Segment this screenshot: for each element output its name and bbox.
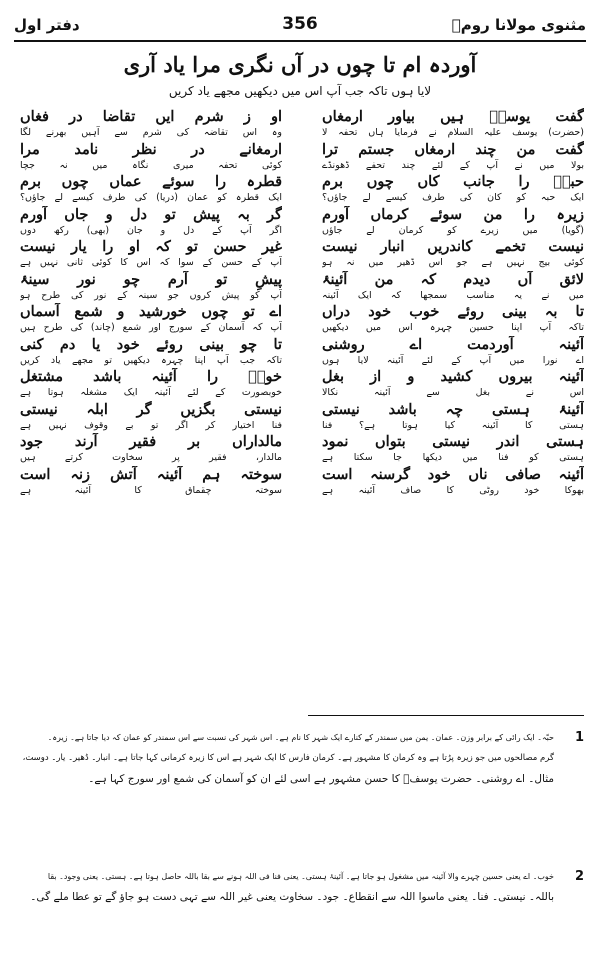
translation-line: خوبصورت کے لئے آئینہ ایک مشغلہ ہوتا ہے — [20, 387, 282, 398]
page-header — [14, 14, 586, 40]
verse-line: نیستی بگزیں گر ابلہ نیستی — [20, 400, 282, 418]
translation-line: اے نورا میں آپ کے لئے آئینہ لایا ہوں — [322, 354, 584, 366]
footnote — [18, 866, 584, 908]
verse-line: لائق آں دیدم کہ من آئینۂ — [322, 270, 584, 288]
couplet-half — [322, 336, 584, 369]
couplet-half — [322, 206, 584, 239]
translation-line: تاکہ آپ اپنا حسین چہرہ اس میں دیکھیں — [322, 322, 584, 333]
verse-line: تا چو بینی روئے خود یا دم کنی — [20, 335, 282, 353]
volume-label: دفتر اول — [14, 16, 80, 34]
footnote-rule — [308, 715, 584, 716]
left-column — [20, 108, 282, 498]
translation-line: کوئی بیج نہیں ہے جو اس ڈھیر میں نہ ہو — [322, 257, 584, 268]
verse-line: مالداراں بر فقیر آرند جود — [20, 433, 282, 450]
translation-line: فنا اختیار کر اگر تو بے وقوف نہیں ہے — [20, 419, 282, 431]
couplet-half — [20, 466, 282, 499]
footnote — [18, 727, 584, 790]
translation-line: آپ کہ آسمان کے سورج اور شمع (چاند) کی طرح ہیں — [20, 322, 282, 333]
verse-line: حبہؑ را جانب کاں چوں برم — [322, 173, 584, 190]
verse-line: سوختہ ہم آئینہ آتش زنہ است — [20, 465, 282, 483]
translation-line: کوئی تحفہ میری نگاہ میں نہ جچا — [20, 159, 282, 171]
couplet-half — [20, 336, 282, 369]
couplet-half — [322, 466, 584, 499]
verse-line: نیست تخمے کاندریں انبار نیست — [322, 238, 584, 255]
footnote-line: مثال۔ اے روشنی۔ حضرت یوسفؑ کا حسن مشہور ہے اسی لئے ان کو آسمان کی شمع اور سورج کہا ہے۔ — [88, 773, 554, 785]
footnote-text — [18, 866, 554, 908]
translation-line: (حضرت) یوسف علیہ السلام نے فرمایا ہاں تحفہ لا — [322, 127, 584, 138]
couplet-half — [20, 303, 282, 336]
couplet-half — [20, 271, 282, 304]
couplet-half — [20, 206, 282, 239]
couplet-half — [20, 401, 282, 434]
couplet-half — [322, 368, 584, 401]
couplet-half — [322, 238, 584, 271]
couplet-half — [20, 368, 282, 401]
translation-line: ہستی کا آئینہ کیا ہوتا ہے؟ فنا — [322, 419, 584, 431]
footnote-number: 1 — [574, 730, 584, 745]
translation-line: تاکہ جب آپ اپنا چہرہ دیکھیں تو مجھے یاد کریں — [20, 354, 282, 366]
couplet-half — [322, 271, 584, 304]
footnote-line: باللہ۔ نیستی۔ فنا۔ یعنی ماسوا اللہ سے انقطاع۔ جود۔ سخاوت یعنی غیر اللہ سے تہی دست ہو جاؤ گے تو عطا ملے گی۔ — [30, 891, 554, 903]
couplet-half — [322, 401, 584, 434]
couplet-half — [322, 108, 584, 141]
couplet-half — [322, 173, 584, 206]
verse-line: زیرہ را من سوئے کرماں آورم — [322, 205, 584, 223]
footnote-line: خوب۔ اے یعنی حسین چہرے والا آئینہ میں مشغول ہو جاتا ہے۔ آئینۂ ہستی۔ یعنی فنا فی اللہ ہونے سے بقا باللہ حاصل ہوتا ہے۔ ہستی۔ یعنی وجود۔ بقا — [47, 872, 554, 881]
section-heading: آوردہ ام تا چوں در آں نگری مرا یاد آری — [123, 52, 477, 77]
translation-line: وہ اس تقاضہ کی شرم سے آہیں بھرنے لگا — [20, 127, 282, 138]
verse-line: خوبؑ را آئینہ باشد مشتغل — [20, 368, 282, 385]
book-title: مثنوی مولانا رومؒ — [451, 16, 586, 34]
verse-line: آئینہ آوردمت اے روشنی — [322, 335, 584, 353]
couplet-half — [20, 238, 282, 271]
verse-line: قطرہ را سوئے عماں چوں برم — [20, 173, 282, 190]
verse-line: گر بہ پیش تو دل و جاں آورم — [20, 205, 282, 223]
translation-line: ایک حبہ کو کان کی طرف کیسے لے جاؤں؟ — [322, 192, 584, 203]
translation-line: آپ کے حسن کے سوا کہ اس کا کوئی ثانی نہیں ہے — [20, 257, 282, 268]
verse-line: غیر حسن تو کہ او را یار نیست — [20, 238, 282, 255]
verse-line: آئینہ صافی ناں خود گرسنہ است — [322, 465, 584, 483]
footnote-number: 2 — [574, 869, 584, 884]
verse-line: تا بہ بینی روئے خوب خود دراں — [322, 303, 584, 320]
verse-line: گفت یوسفؑ ہیں بیاور ارمغاں — [322, 108, 584, 125]
translation-line: بھوکا خود روٹی کا صاف آئینہ ہے — [322, 484, 584, 496]
verse-line: او ز شرم ایں تقاضا در فغاں — [20, 108, 282, 125]
translation-line: (گویا) میں زیرے کو کرمان لے جاؤں — [322, 224, 584, 236]
couplet-half — [20, 173, 282, 206]
couplet-half — [20, 108, 282, 141]
couplet-half — [322, 303, 584, 336]
verse-line: ہستی اندر نیستی بتواں نمود — [322, 433, 584, 450]
page-number: 356 — [282, 14, 318, 34]
footnote-text — [18, 727, 554, 790]
footnote-line: حبّہ۔ ایک رائی کے برابر وزن۔ عمان۔ یمن میں سمندر کے کنارے ایک شہر کا نام ہے۔ اس شہر کی نسبت سے اس سمندر کو عمان کہ دیا جاتا ہے۔ زیرہ۔ — [47, 733, 554, 742]
translation-line: آپ کو پیش کروں جو سینہ کے نور کی طرح ہو — [20, 289, 282, 301]
couplet-half — [20, 141, 282, 174]
footnote-line: گرم مصالحوں میں جو زیرہ پڑتا ہے وہ کرمان کا مشہور ہے۔ کرمان فارس کا ایک شہر ہے اس کا زیرہ کرمانی کہا جاتا ہے۔ انبار۔ ڈھیر۔ یار۔ دوست، — [22, 753, 554, 763]
translation-line: اس نے بغل سے آئینہ نکالا — [322, 387, 584, 398]
translation-line: ہستی کو فنا میں دیکھا جا سکتا ہے — [322, 452, 584, 463]
verse-line: گفت من چند ارمغاں جستم ترا — [322, 140, 584, 158]
translation-line: بولا میں نے آپ کے لئے چند تحفے ڈھونڈے — [322, 159, 584, 171]
right-column — [322, 108, 584, 498]
verse-line: پیشِ تو آرم چو نور سینۂ — [20, 270, 282, 288]
couplet-half — [20, 433, 282, 466]
verse-line: ارمغانے در نظر نامد مرا — [20, 140, 282, 158]
verse-line: اے تو چوں خورشید و شمع آسماں — [20, 303, 282, 320]
translation-line: اگر آپ کے دل و جان (بھی) رکھ دوں — [20, 224, 282, 236]
translation-line: مالدار، فقیر پر سخاوت کرتے ہیں — [20, 452, 282, 463]
verse-line: آئینۂ ہستی چہ باشد نیستی — [322, 400, 584, 418]
translation-line: میں نے یہ مناسب سمجھا کہ ایک آئینہ — [322, 289, 584, 301]
couplet-half — [322, 433, 584, 466]
header-rule — [14, 40, 586, 42]
couplet-half — [322, 141, 584, 174]
verse-line: آئینہ بیروں کشید و از بغل — [322, 368, 584, 385]
translation-line: ایک قطرہ کو عمان (دریا) کی طرف کیسے لے جاؤں؟ — [20, 192, 282, 203]
section-subheading: لایا ہوں تاکہ جب آپ اس میں دیکھیں مجھے یاد کریں — [168, 84, 432, 98]
translation-line: سوختہ چقماق کا آئینہ ہے — [20, 484, 282, 496]
